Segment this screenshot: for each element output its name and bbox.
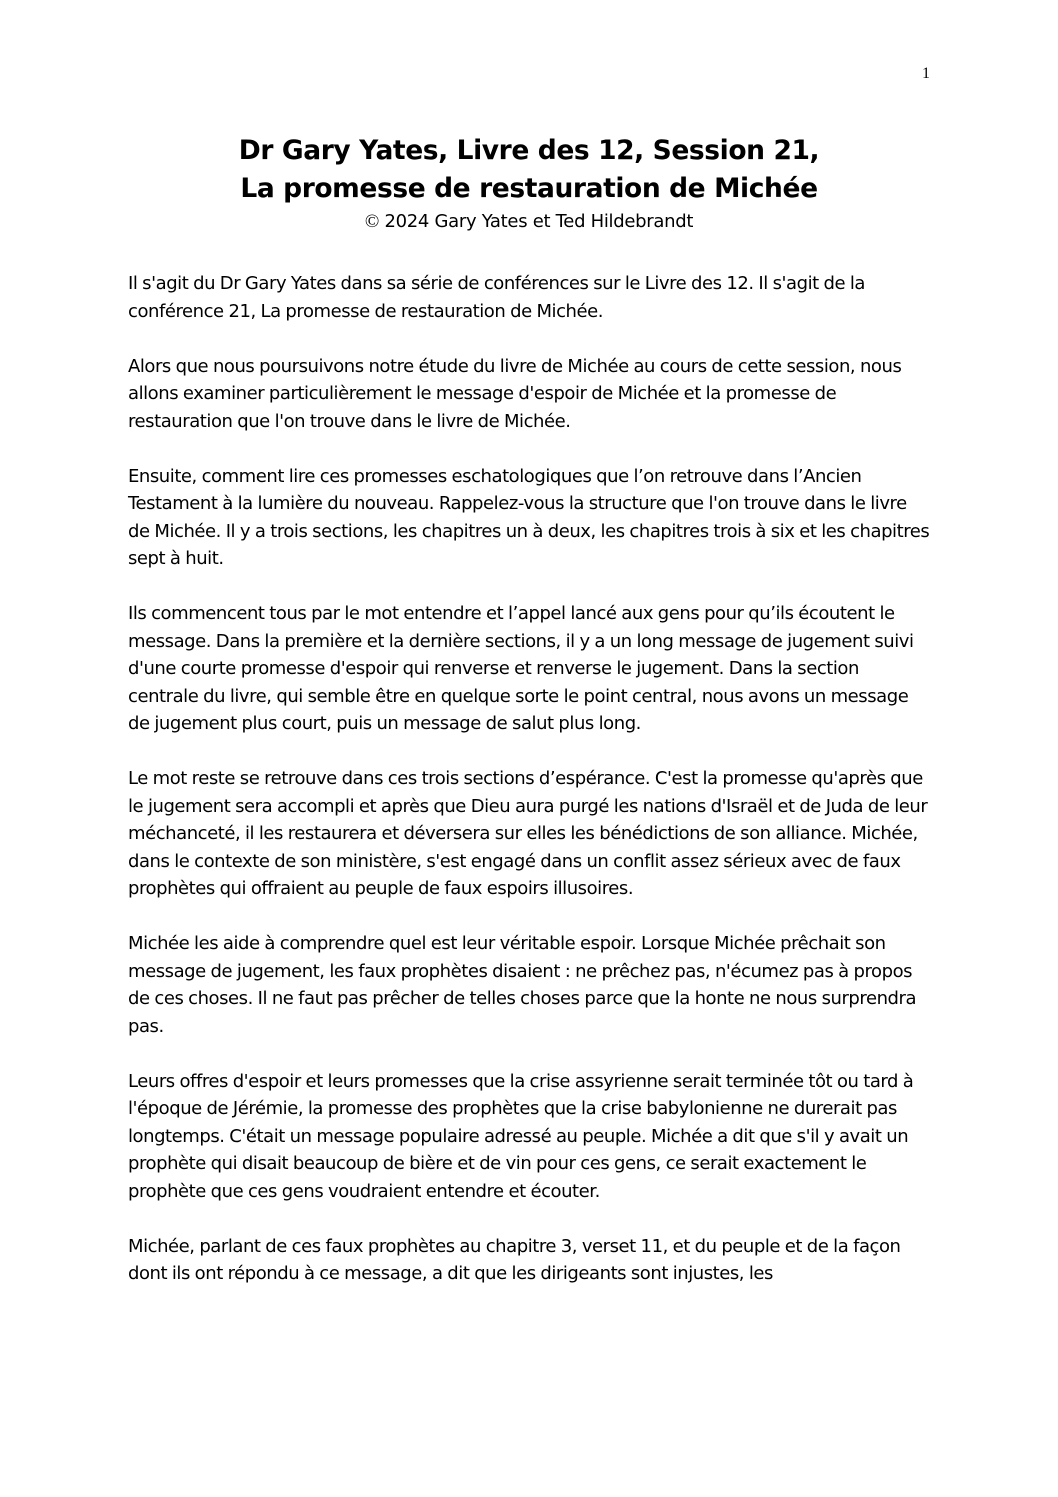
paragraph-6: Michée les aide à comprendre quel est leur véritable espoir. Lorsque Michée prêchait son message de jugement, les faux prophètes disaient : ne prêchez pas, n'écumez pas à propos de ces choses. Il ne faut pas prêcher de telles choses parce que la honte ne nous surprendra pas. — [128, 933, 917, 1037]
paragraph-3: Ensuite, comment lire ces promesses eschatologiques que l’on retrouve dans l’Ancien Testament à la lumière du nouveau. Rappelez-vous la structure que l'on trouve dans le livre de Michée. Il y a trois sections, les chapitres un à deux, les chapitres trois à six et les chapitres sept à huit. — [128, 465, 930, 569]
paragraph-5: Le mot reste se retrouve dans ces trois sections d’espérance. C'est la promesse qu'après que le jugement sera accompli et après que Dieu aura purgé les nations d'Israël et de Juda de leur méchanceté, il les restaurera et déversera sur elles les bénédictions de son alliance. Michée, dans le contexte de son ministère, s'est engagé dans un conflit assez sérieux avec de faux prophètes qui offraient au peuple de faux espoirs illusoires. — [128, 768, 928, 899]
copyright-icon: © — [364, 211, 380, 232]
page-number: 1 — [922, 65, 930, 82]
paragraph-7: Leurs offres d'espoir et leurs promesses que la crise assyrienne serait terminée tôt ou tard à l'époque de Jérémie, la promesse des prophètes que la crise babylonienne ne durerait pas longtemps. C'était un message populaire adressé au peuple. Michée a dit que s'il y avait un prophète qui disait beaucoup de bière et de vin pour ces gens, ce serait exactement le prophète que ces gens voudraient entendre et écouter. — [128, 1070, 914, 1202]
copyright-text: 2024 Gary Yates et Ted Hildebrandt — [384, 211, 694, 232]
document-body — [128, 270, 930, 1315]
title-line-2: La promesse de restauration de Michée — [240, 173, 818, 204]
title-line-1: Dr Gary Yates, Livre des 12, Session 21, — [238, 135, 820, 166]
paragraph-4: Ils commencent tous par le mot entendre et l’appel lancé aux gens pour qu’ils écoutent le message. Dans la première et la dernière sections, il y a un long message de jugement suivi d'une courte promesse d'espoir qui renverse et renverse le jugement. Dans la section centrale du livre, qui semble être en quelque sorte le point central, nous avons un message de jugement plus court, puis un message de salut plus long. — [128, 603, 914, 734]
document-header — [128, 132, 930, 235]
paragraph-1: Il s'agit du Dr Gary Yates dans sa série de conférences sur le Livre des 12. Il s'agit de la conférence 21, La promesse de restauration de Michée. — [128, 273, 865, 322]
paragraph-8: Michée, parlant de ces faux prophètes au chapitre 3, verset 11, et du peuple et de la façon dont ils ont répondu à ce message, a dit que les dirigeants sont injustes, les — [128, 1235, 901, 1284]
copyright-notice — [128, 209, 930, 235]
paragraph-2: Alors que nous poursuivons notre étude du livre de Michée au cours de cette session, nous allons examiner particulièrement le message d'espoir de Michée et la promesse de restauration que l'on trouve dans le livre de Michée. — [128, 355, 902, 432]
